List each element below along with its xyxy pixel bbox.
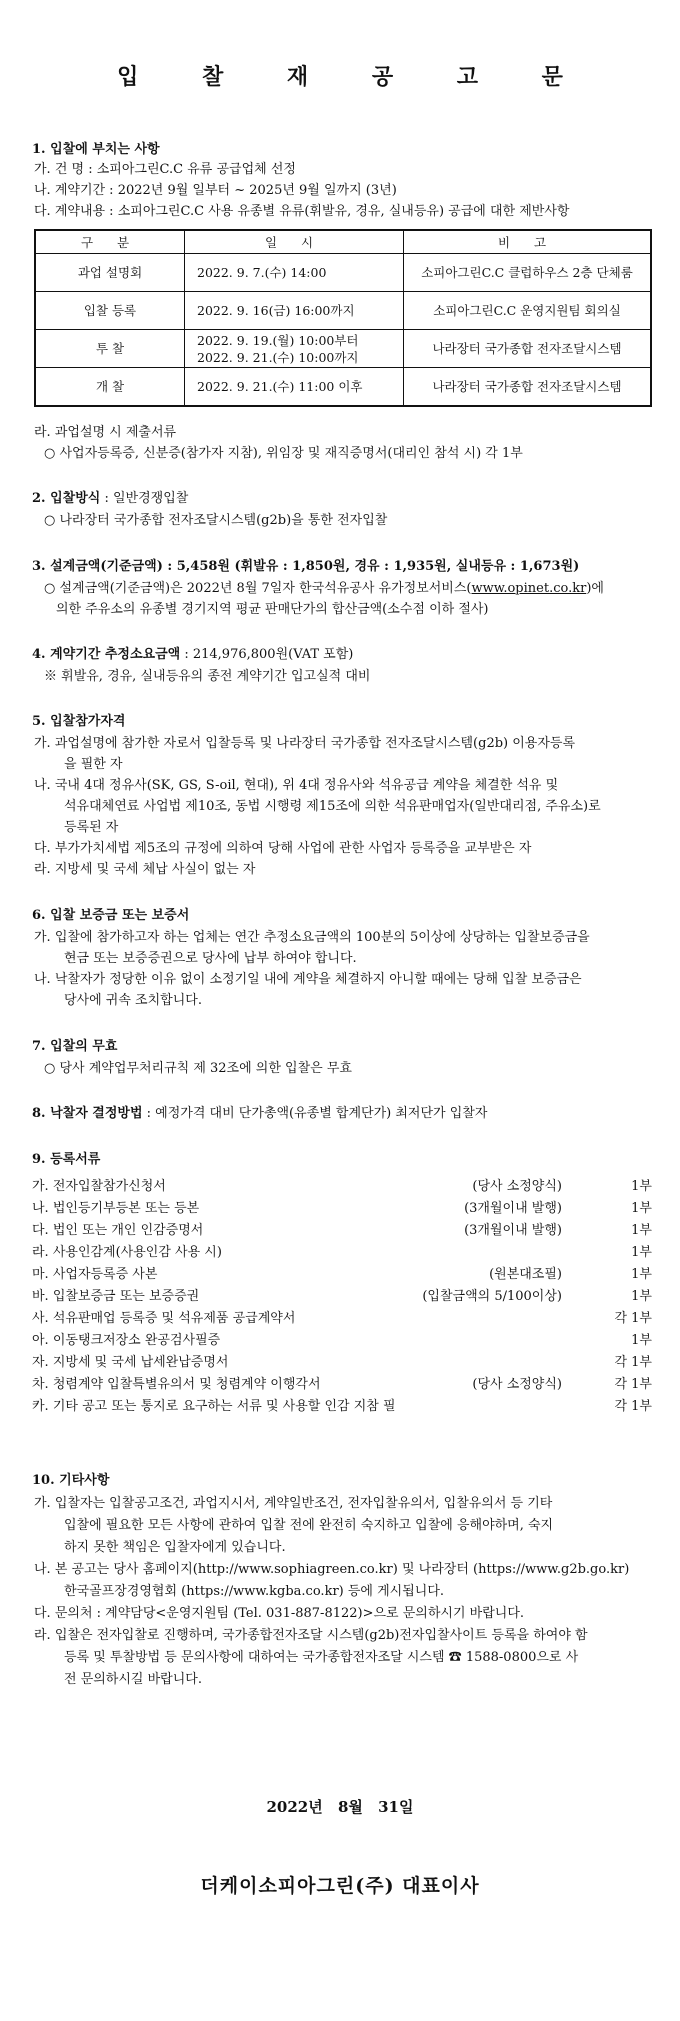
section-5-heading: 5. 입찰참가자격 <box>32 714 126 729</box>
list-item <box>32 1375 652 1395</box>
schedule-row <box>35 292 651 330</box>
doc-label: 라. 사용인감계(사용인감 사용 시) <box>32 1245 222 1260</box>
list-item <box>32 1221 652 1241</box>
notice-date: 2022년 8월 31일 <box>266 1798 414 1816</box>
list-item <box>32 1309 652 1329</box>
section-9-heading: 9. 등록서류 <box>32 1152 101 1167</box>
section-4-heading: 4. 계약기간 추정소요금액 <box>32 647 181 662</box>
doc-count: 1부 <box>631 1201 652 1216</box>
section-8-heading: 8. 낙찰자 결정방법 <box>32 1106 143 1121</box>
schedule-row-label: 과업 설명회 <box>35 254 185 292</box>
s10-ra-line3: 전 문의하시길 바랍니다. <box>64 1672 202 1687</box>
schedule-header-category: 구 분 <box>35 230 185 254</box>
s1-line-ra: 라. 과업설명 시 제출서류 <box>34 425 177 440</box>
schedule-row-date-end: 2022. 9. 21.(수) 10:00까지 <box>197 349 359 365</box>
schedule-row <box>35 254 651 292</box>
section-2-value: : 일반경쟁입찰 <box>100 491 189 506</box>
s1-line-ra-sub: ○ 사업자등록증, 신분증(참가자 지참), 위임장 및 재직증명서(대리인 참석 시) 각 1부 <box>44 446 523 461</box>
company-signature: 더케이소피아그린(주) 대표이사 <box>200 1875 480 1897</box>
s1-line-na: 나. 계약기간 : 2022년 9월 일부터 ~ 2025년 9월 일까지 (3년) <box>34 183 397 198</box>
s6-ga-line2: 현금 또는 보증증권으로 당사에 납부 하여야 합니다. <box>64 951 357 966</box>
notice-title: 입 찰 재 공 고 문 <box>117 64 591 90</box>
doc-count: 1부 <box>631 1267 652 1282</box>
schedule-row-date: 2022. 9. 16(금) 16:00까지 <box>185 292 404 330</box>
doc-label: 자. 지방세 및 국세 납세완납증명서 <box>32 1355 229 1370</box>
section-4-value: : 214,976,800원(VAT 포함) <box>180 647 354 662</box>
s10-na-line1: 나. 본 공고는 당사 홈페이지(http://www.sophiagreen.co.kr) 및 나라장터 (https://www.g2b.go.kr) <box>34 1562 630 1577</box>
schedule-row-date-start: 2022. 9. 19.(월) 10:00부터 <box>197 332 359 348</box>
doc-count: 1부 <box>631 1245 652 1260</box>
doc-label: 마. 사업자등록증 사본 <box>32 1267 158 1282</box>
schedule-header-row <box>35 230 651 254</box>
section-2 <box>32 489 188 508</box>
section-10-heading: 10. 기타사항 <box>32 1473 110 1488</box>
s10-ga-line3: 하지 못한 책임은 입찰자에게 있습니다. <box>64 1540 286 1555</box>
doc-note: (입찰금액의 5/100이상) <box>422 1289 562 1304</box>
schedule-row-date <box>185 330 404 368</box>
doc-label: 바. 입찰보증금 또는 보증증권 <box>32 1289 200 1304</box>
schedule-row-date: 2022. 9. 21.(수) 11:00 이후 <box>185 368 404 406</box>
s1-line-ga: 가. 건 명 : 소피아그린C.C 유류 공급업체 선정 <box>34 162 296 177</box>
schedule-row-note: 나라장터 국가종합 전자조달시스템 <box>404 368 652 406</box>
doc-note: (원본대조필) <box>489 1267 562 1282</box>
schedule-table <box>34 229 652 407</box>
schedule-row-date: 2022. 9. 7.(수) 14:00 <box>185 254 404 292</box>
s2-sub: ○ 나라장터 국가종합 전자조달시스템(g2b)을 통한 전자입찰 <box>44 513 388 528</box>
list-item <box>32 1287 652 1307</box>
s7-sub: ○ 당사 계약업무처리규칙 제 32조에 의한 입찰은 무효 <box>44 1061 352 1076</box>
doc-count: 각 1부 <box>614 1311 652 1326</box>
section-7-heading: 7. 입찰의 무효 <box>32 1039 118 1054</box>
s10-ra-line2: 등록 및 투찰방법 등 문의사항에 대하여는 국가종합전자조달 시스템 ☎ 1588-0800으로 사 <box>64 1650 579 1665</box>
schedule-row <box>35 368 651 406</box>
list-item <box>32 1331 652 1351</box>
s6-na-line2: 당사에 귀속 조치합니다. <box>64 993 202 1008</box>
list-item <box>32 1265 652 1285</box>
s10-ga-line2: 입찰에 필요한 모든 사항에 관하여 입찰 전에 완전히 숙지하고 입찰에 응해야하며, 숙지 <box>64 1518 554 1533</box>
doc-label: 가. 전자입찰참가신청서 <box>32 1179 166 1194</box>
doc-count: 1부 <box>631 1333 652 1348</box>
s3-sub-line2: 의한 주유소의 유종별 경기지역 평균 판매단가의 합산금액(소수점 이하 절사) <box>56 602 489 617</box>
section-8-value: : 예정가격 대비 단가총액(유종별 합계단가) 최저단가 입찰자 <box>142 1106 488 1121</box>
s10-ga-line1: 가. 입찰자는 입찰공고조건, 과업지시서, 계약일반조건, 전자입찰유의서, 입찰유의서 등 기타 <box>34 1496 553 1511</box>
s6-na-line1: 나. 낙찰자가 정당한 이유 없이 소정기일 내에 계약을 체결하지 아니할 때에는 당해 입찰 보증금은 <box>34 972 582 987</box>
schedule-row-label: 입찰 등록 <box>35 292 185 330</box>
doc-label: 다. 법인 또는 개인 인감증명서 <box>32 1223 204 1238</box>
s5-da: 다. 부가가치세법 제5조의 규정에 의하여 당해 사업에 관한 사업자 등록증을 교부받은 자 <box>34 841 532 856</box>
opinet-link[interactable]: www.opinet.co.kr <box>471 581 587 596</box>
section-6-heading: 6. 입찰 보증금 또는 보증서 <box>32 908 190 923</box>
section-2-heading: 2. 입찰방식 <box>32 491 101 506</box>
list-item <box>32 1199 652 1219</box>
doc-note: (당사 소정양식) <box>472 1179 562 1194</box>
section-4 <box>32 645 353 664</box>
s5-ga-line1: 가. 과업설명에 참가한 자로서 입찰등록 및 나라장터 국가종합 전자조달시스템(g2b) 이용자등록 <box>34 736 576 751</box>
s5-na-line3: 등록된 자 <box>64 820 119 835</box>
section-8 <box>32 1104 487 1123</box>
doc-label: 나. 법인등기부등본 또는 등본 <box>32 1201 200 1216</box>
s4-sub: ※ 휘발유, 경유, 실내등유의 종전 계약기간 입고실적 대비 <box>44 669 371 684</box>
s1-line-da: 다. 계약내용 : 소피아그린C.C 사용 유종별 유류(휘발유, 경유, 실내등유) 공급에 대한 제반사항 <box>34 204 570 219</box>
s10-ra-line1: 라. 입찰은 전자입찰로 진행하며, 국가종합전자조달 시스템(g2b)전자입찰사이트 등록을 하여야 함 <box>34 1628 588 1643</box>
section-1-heading: 1. 입찰에 부치는 사항 <box>32 142 160 157</box>
list-item <box>32 1353 652 1373</box>
doc-count: 1부 <box>631 1179 652 1194</box>
s3-sub-line1 <box>44 579 604 598</box>
schedule-row-label: 개 찰 <box>35 368 185 406</box>
doc-count: 1부 <box>631 1289 652 1304</box>
doc-count: 각 1부 <box>614 1377 652 1392</box>
s3-sub-text: ○ 설계금액(기준금액)은 2022년 8월 7일자 한국석유공사 유가정보서비스( <box>44 581 472 596</box>
list-item <box>32 1177 652 1197</box>
doc-label: 차. 청렴계약 입찰특별유의서 및 청렴계약 이행각서 <box>32 1377 321 1392</box>
doc-note: (3개월이내 발행) <box>464 1201 562 1216</box>
schedule-row-label: 투 찰 <box>35 330 185 368</box>
s5-ra: 라. 지방세 및 국세 체납 사실이 없는 자 <box>34 862 256 877</box>
section-3-heading: 3. 설계금액(기준금액) : 5,458원 (휘발유 : 1,850원, 경유 : 1,935원, 실내등유 : 1,673원) <box>32 559 580 574</box>
s10-da: 다. 문의처 : 계약담당<운영지원팀 (Tel. 031-887-8122)>으로 문의하시기 바랍니다. <box>34 1606 525 1621</box>
s5-na-line1: 나. 국내 4대 정유사(SK, GS, S-oil, 현대), 위 4대 정유사와 석유공급 계약을 체결한 석유 및 <box>34 778 559 793</box>
doc-label: 카. 기타 공고 또는 통지로 요구하는 서류 및 사용할 인감 지참 필 <box>32 1399 396 1414</box>
doc-count: 1부 <box>631 1223 652 1238</box>
doc-label: 아. 이동탱크저장소 완공검사필증 <box>32 1333 221 1348</box>
list-item <box>32 1243 652 1263</box>
schedule-row <box>35 330 651 368</box>
doc-note: (당사 소정양식) <box>472 1377 562 1392</box>
doc-count: 각 1부 <box>614 1355 652 1370</box>
schedule-header-note: 비 고 <box>404 230 652 254</box>
s5-na-line2: 석유대체연료 사업법 제10조, 동법 시행령 제15조에 의한 석유판매업자(일반대리점, 주유소)로 <box>64 799 601 814</box>
schedule-row-note: 나라장터 국가종합 전자조달시스템 <box>404 330 652 368</box>
s5-ga-line2: 을 필한 자 <box>64 757 123 772</box>
s3-sub-text-end: )에 <box>586 581 604 596</box>
schedule-row-note: 소피아그린C.C 운영지원팀 회의실 <box>404 292 652 330</box>
doc-label: 사. 석유판매업 등록증 및 석유제품 공급계약서 <box>32 1311 296 1326</box>
s6-ga-line1: 가. 입찰에 참가하고자 하는 업체는 연간 추정소요금액의 100분의 5이상에 상당하는 입찰보증금을 <box>34 930 590 945</box>
list-item <box>32 1397 652 1417</box>
doc-note: (3개월이내 발행) <box>464 1223 562 1238</box>
schedule-header-datetime: 일 시 <box>185 230 404 254</box>
schedule-row-note: 소피아그린C.C 클럽하우스 2층 단체룸 <box>404 254 652 292</box>
doc-count: 각 1부 <box>614 1399 652 1414</box>
s10-na-line2: 한국골프장경영협회 (https://www.kgba.co.kr) 등에 게시됩니다. <box>64 1584 445 1599</box>
